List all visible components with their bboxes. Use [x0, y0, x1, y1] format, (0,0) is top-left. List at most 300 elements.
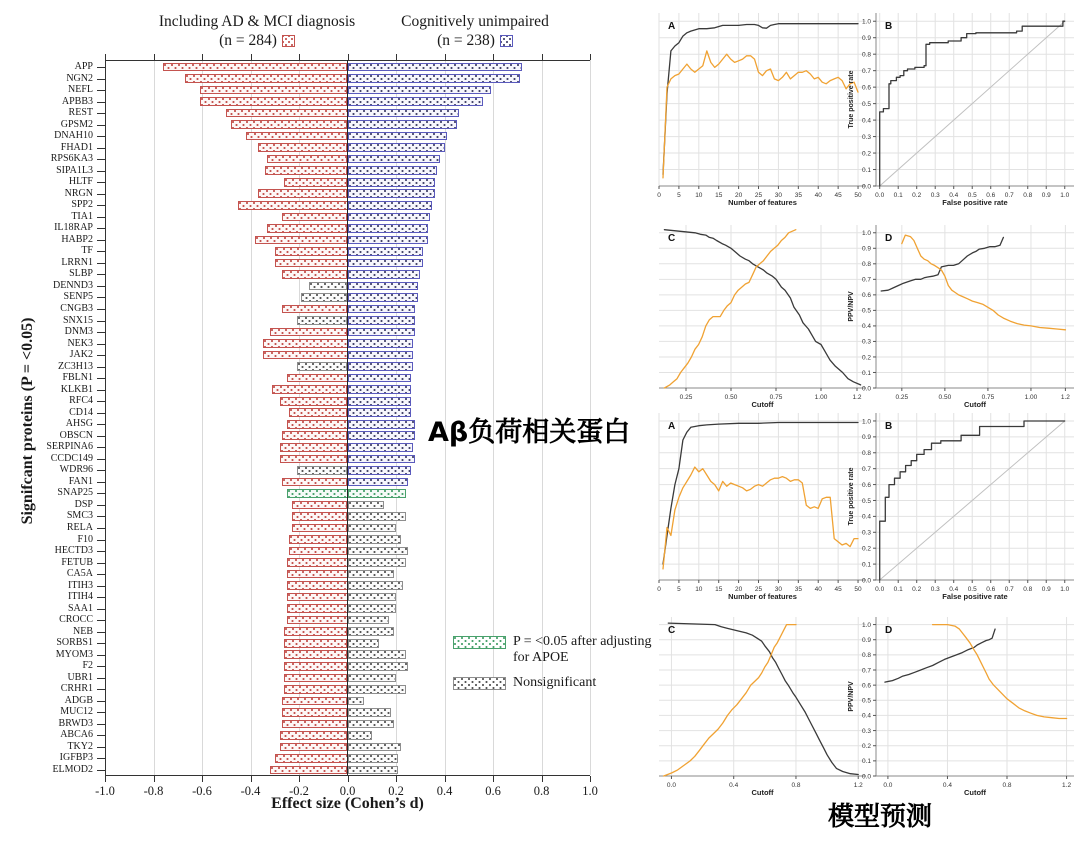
right-bar-LRRN1 [348, 259, 423, 268]
left-bar-ITIH4 [287, 593, 348, 602]
panel-bottom-b [846, 406, 1080, 612]
protein-label: IGFBP3 [59, 752, 93, 764]
protein-label: CCDC149 [50, 452, 93, 464]
left-bar-SERPINA6 [280, 443, 348, 452]
left-bar-SAA1 [287, 604, 348, 613]
right-bar-HECTD3 [348, 547, 409, 556]
x-tick-label: 0.6 [485, 784, 501, 798]
left-bar-F10 [289, 535, 347, 544]
legend-label-apoe: P = <0.05 after adjusting for APOE [513, 634, 652, 665]
panel-letter-top-a: A [668, 21, 676, 32]
x-tick [590, 776, 591, 782]
x-tick-label: 1.0 [582, 784, 598, 798]
svg-text:0.7: 0.7 [1004, 192, 1014, 199]
svg-text:0.1: 0.1 [861, 166, 871, 174]
left-bar-SNX15 [297, 316, 348, 325]
svg-text:45: 45 [834, 192, 842, 199]
protein-label: MYOM3 [55, 648, 93, 660]
left-bar-DNM3 [270, 328, 348, 337]
panel-letter-bottom-d: D [885, 625, 893, 636]
svg-text:45: 45 [834, 586, 842, 593]
protein-tick [97, 470, 105, 471]
protein-tick [97, 309, 105, 310]
protein-label: SMC3 [66, 510, 93, 522]
protein-label: RFC4 [69, 395, 93, 407]
protein-label: FBLN1 [62, 372, 93, 384]
svg-text:0.25: 0.25 [679, 394, 693, 401]
x-tick-label: -0.8 [143, 784, 164, 798]
protein-label: TKY2 [67, 740, 93, 752]
protein-label: NEFL [68, 84, 93, 96]
protein-label: IL18RAP [54, 222, 93, 234]
protein-tick [97, 274, 105, 275]
protein-tick [97, 516, 105, 517]
svg-text:10: 10 [695, 192, 703, 199]
left-bar-CROCC [287, 616, 348, 625]
svg-text:1.0: 1.0 [861, 230, 871, 238]
protein-label: FHAD1 [60, 141, 93, 153]
svg-text:0.1: 0.1 [893, 586, 903, 593]
left-bar-HLTF [284, 178, 347, 187]
right-bar-CA5A [348, 570, 394, 579]
svg-text:0.4: 0.4 [949, 586, 959, 593]
svg-text:1.0: 1.0 [1060, 586, 1070, 593]
protein-label: KLKB1 [60, 383, 93, 395]
protein-tick [97, 194, 105, 195]
protein-label: APP [74, 61, 93, 72]
left-bar-FETUB [287, 558, 348, 567]
protein-label: WDR96 [59, 464, 93, 476]
svg-text:0.8: 0.8 [1002, 782, 1012, 789]
svg-text:0.1: 0.1 [861, 561, 871, 569]
svg-text:0.3: 0.3 [930, 586, 940, 593]
svg-text:0.8: 0.8 [861, 450, 871, 458]
right-bar-RELA [348, 524, 397, 533]
right-bar-DNM3 [348, 328, 416, 337]
left-bar-RELA [292, 524, 348, 533]
x-tick [542, 776, 543, 782]
right-bar-RFC4 [348, 397, 411, 406]
svg-text:0.8: 0.8 [1023, 192, 1033, 199]
left-bar-SORBS1 [284, 639, 347, 648]
x-tick [396, 776, 397, 782]
right-bar-SPP2 [348, 201, 433, 210]
svg-text:1.0: 1.0 [861, 18, 871, 26]
gray-dotted-swatch-icon [453, 677, 506, 690]
left-bar-IGFBP3 [275, 754, 348, 763]
protein-label: NEK3 [67, 337, 93, 349]
svg-text:40: 40 [814, 586, 822, 593]
svg-text:0: 0 [657, 586, 661, 593]
svg-text:0.3: 0.3 [861, 133, 871, 141]
left-bar-DSP [292, 501, 348, 510]
right-bar-HLTF [348, 178, 435, 187]
svg-text:0.0: 0.0 [861, 183, 871, 191]
protein-tick [97, 217, 105, 218]
protein-label: SNX15 [62, 314, 93, 326]
left-bar-AHSG [287, 420, 348, 429]
protein-tick [97, 332, 105, 333]
svg-text:0.2: 0.2 [912, 192, 922, 199]
protein-tick [97, 436, 105, 437]
panel-svg-top-d [846, 218, 1080, 414]
legend-label-nonsignificant: Nonsignificant [513, 675, 597, 690]
right-bar-TIA1 [348, 213, 430, 222]
svg-text:10: 10 [695, 586, 703, 593]
left-axis [105, 60, 106, 775]
group-left-n: (n = 284) [122, 31, 392, 50]
left-bar-ITIH3 [287, 581, 348, 590]
svg-text:0.2: 0.2 [861, 545, 871, 553]
protein-tick [97, 90, 105, 91]
svg-text:0.9: 0.9 [861, 245, 871, 253]
right-bar-MYOM3 [348, 650, 406, 659]
protein-label: TIA1 [71, 210, 93, 222]
left-bar-BRWD3 [282, 720, 347, 729]
svg-text:0.8: 0.8 [861, 652, 871, 660]
svg-text:0.3: 0.3 [861, 338, 871, 346]
svg-text:0.7: 0.7 [861, 276, 871, 284]
right-bar-FETUB [348, 558, 406, 567]
protein-tick [97, 666, 105, 667]
svg-text:0.7: 0.7 [861, 67, 871, 75]
right-bar-ABCA6 [348, 731, 372, 740]
svg-text:0.25: 0.25 [895, 394, 909, 401]
svg-text:0.8: 0.8 [861, 261, 871, 269]
right-bar-CNGB3 [348, 305, 416, 314]
x-tick [154, 776, 155, 782]
svg-text:25: 25 [754, 192, 763, 199]
left-bar-FHAD1 [258, 143, 348, 152]
left-bar-JAK2 [263, 351, 348, 360]
panel-letter-bottom-b: B [885, 421, 893, 432]
left-bar-RPS6KA3 [267, 155, 347, 164]
protein-label: UBR1 [67, 671, 93, 683]
protein-label: NGN2 [66, 72, 93, 84]
protein-tick [97, 747, 105, 748]
protein-tick [97, 205, 105, 206]
protein-label: RELA [66, 521, 93, 533]
protein-tick [97, 171, 105, 172]
protein-tick [97, 102, 105, 103]
left-bar-UBR1 [284, 674, 347, 683]
panel-svg-bottom-a [650, 406, 872, 612]
protein-label: NRGN [64, 187, 93, 199]
protein-tick [97, 655, 105, 656]
protein-tick [97, 228, 105, 229]
right-bar-F10 [348, 535, 401, 544]
left-bar-GPSM2 [231, 120, 347, 129]
protein-label: DSP [74, 498, 93, 510]
svg-text:50: 50 [854, 192, 862, 199]
svg-text:0.6: 0.6 [861, 481, 871, 489]
left-bar-ABCA6 [280, 731, 348, 740]
panel-letter-bottom-c: C [668, 625, 676, 636]
svg-text:1.0: 1.0 [1060, 192, 1070, 199]
protein-tick [97, 355, 105, 356]
svg-text:0.3: 0.3 [930, 192, 940, 199]
protein-tick [97, 367, 105, 368]
x-tick-top [445, 54, 446, 60]
protein-tick [97, 297, 105, 298]
svg-text:0.3: 0.3 [861, 727, 871, 735]
svg-text:0.4: 0.4 [942, 782, 952, 789]
svg-text:50: 50 [854, 586, 862, 593]
protein-tick [97, 528, 105, 529]
right-bar-MUC12 [348, 708, 392, 717]
svg-text:0.2: 0.2 [861, 150, 871, 158]
left-bar-SPP2 [238, 201, 347, 210]
protein-label: ADGB [64, 694, 93, 706]
protein-tick [97, 735, 105, 736]
svg-text:0.0: 0.0 [861, 773, 871, 781]
protein-tick [97, 505, 105, 506]
right-bar-NGN2 [348, 74, 520, 83]
left-bar-WDR96 [297, 466, 348, 475]
svg-text:0.50: 0.50 [938, 394, 952, 401]
svg-text:0.9: 0.9 [861, 35, 871, 43]
gridline [154, 60, 155, 775]
panel-svg-bottom-d [846, 610, 1080, 802]
x-tick-label: 0.0 [339, 784, 356, 798]
svg-text:1.2: 1.2 [1062, 782, 1072, 789]
panel-bottom-d [846, 610, 1080, 802]
right-bar-HABP2 [348, 236, 428, 245]
svg-text:0.0: 0.0 [875, 586, 885, 593]
protein-label: SNAP25 [57, 487, 93, 499]
left-bar-CA5A [287, 570, 348, 579]
protein-label: DNAH10 [54, 130, 93, 142]
svg-text:0.5: 0.5 [861, 697, 871, 705]
ylabel-top-d: PPV/NPV [848, 291, 855, 322]
svg-text:30: 30 [774, 192, 783, 199]
x-tick-top [299, 54, 300, 60]
panel-svg-top-b [846, 6, 1080, 218]
left-bar-FBLN1 [287, 374, 348, 383]
left-bar-REST [226, 109, 347, 118]
x-tick-label: 0.4 [436, 784, 453, 798]
right-bar-SERPINA6 [348, 443, 413, 452]
left-bar-SLBP [282, 270, 347, 279]
x-tick [348, 776, 349, 782]
left-bar-SENP5 [301, 293, 347, 302]
x-tick-label: -0.2 [289, 784, 309, 798]
panel-top-a [650, 6, 872, 218]
svg-text:0.1: 0.1 [861, 758, 871, 766]
protein-tick [97, 724, 105, 725]
right-bar-FBLN1 [348, 374, 411, 383]
panel-svg-bottom-b [846, 406, 1080, 612]
right-bar-SNAP25 [348, 489, 406, 498]
x-tick-top [154, 54, 155, 60]
protein-label: FAN1 [68, 475, 93, 487]
protein-label: SENP5 [63, 291, 93, 303]
right-bar-SORBS1 [348, 639, 380, 648]
x-tick [202, 776, 203, 782]
left-bar-NGN2 [185, 74, 347, 83]
protein-label: SPP2 [71, 199, 93, 211]
protein-tick [97, 251, 105, 252]
left-bar-MYOM3 [284, 650, 347, 659]
protein-tick [97, 263, 105, 264]
legend-item-nonsignificant [453, 675, 655, 691]
svg-text:0.75: 0.75 [981, 394, 995, 401]
left-bar-NEK3 [263, 339, 348, 348]
x-tick-label: -0.4 [240, 784, 261, 798]
right-bar-ADGB [348, 697, 365, 706]
protein-label: HECTD3 [54, 545, 93, 557]
x-tick-top [105, 54, 106, 60]
protein-label: DENND3 [53, 279, 93, 291]
svg-text:0.4: 0.4 [861, 323, 871, 331]
svg-text:0.0: 0.0 [861, 577, 871, 585]
svg-text:0.0: 0.0 [875, 192, 885, 199]
protein-tick [97, 597, 105, 598]
protein-tick [97, 136, 105, 137]
protein-tick [97, 240, 105, 241]
svg-text:40: 40 [814, 192, 822, 199]
protein-tick [97, 378, 105, 379]
protein-label: MUC12 [60, 706, 93, 718]
protein-label: CD14 [69, 406, 93, 418]
svg-text:0.5: 0.5 [861, 497, 871, 505]
svg-text:0.1: 0.1 [861, 369, 871, 377]
xlabel-bottom-b: False positive rate [942, 592, 1008, 601]
protein-tick [97, 540, 105, 541]
right-bar-DSP [348, 501, 384, 510]
protein-label: RPS6KA3 [50, 153, 93, 165]
svg-text:0.5: 0.5 [861, 307, 871, 315]
protein-label: SERPINA6 [46, 441, 93, 453]
svg-text:0.9: 0.9 [861, 637, 871, 645]
right-bar-REST [348, 109, 460, 118]
left-bar-CRHR1 [284, 685, 347, 694]
protein-label: OBSCN [59, 429, 93, 441]
left-bar-NRGN [258, 189, 348, 198]
xlabel-bottom-c: Cutoff [751, 788, 774, 797]
protein-tick [97, 401, 105, 402]
left-bar-ELMOD2 [270, 766, 348, 775]
left-bar-APP [163, 63, 347, 72]
xlabel-top-c: Cutoff [751, 400, 774, 409]
svg-text:0.4: 0.4 [729, 782, 739, 789]
protein-tick [97, 113, 105, 114]
protein-tick [97, 632, 105, 633]
protein-label: SIPA1L3 [56, 164, 93, 176]
protein-label: F10 [77, 533, 93, 545]
left-bar-ZC3H13 [297, 362, 348, 371]
x-tick-label: -0.6 [192, 784, 212, 798]
left-bar-HABP2 [255, 236, 347, 245]
protein-label: CROCC [59, 614, 93, 626]
x-tick [493, 776, 494, 782]
left-bar-CNGB3 [282, 305, 347, 314]
right-bar-NEK3 [348, 339, 413, 348]
protein-label: NEB [73, 625, 93, 637]
svg-text:0.75: 0.75 [769, 394, 783, 401]
left-bar-OBSCN [282, 431, 347, 440]
protein-tick [97, 701, 105, 702]
svg-text:0.0: 0.0 [861, 385, 871, 393]
svg-text:1.0: 1.0 [861, 621, 871, 629]
x-tick-top [493, 54, 494, 60]
right-bar-SMC3 [348, 512, 406, 521]
protein-label: ABCA6 [60, 729, 93, 741]
right-bar-FHAD1 [348, 143, 445, 152]
svg-text:0.6: 0.6 [861, 84, 871, 92]
right-bar-SAA1 [348, 604, 397, 613]
right-bar-FAN1 [348, 478, 409, 487]
svg-text:0.5: 0.5 [967, 192, 977, 199]
right-bar-RPS6KA3 [348, 155, 440, 164]
ab-burden-annotation: Aβ负荷相关蛋白 [428, 417, 631, 448]
left-bar-IL18RAP [267, 224, 347, 233]
svg-text:1.2: 1.2 [1060, 394, 1070, 401]
protein-tick [97, 482, 105, 483]
protein-tick [97, 182, 105, 183]
x-tick-label: 0.2 [388, 784, 404, 798]
right-bar-NEB [348, 627, 394, 636]
protein-tick [97, 286, 105, 287]
right-bar-ZC3H13 [348, 362, 413, 371]
svg-text:0.50: 0.50 [724, 394, 738, 401]
x-tick [251, 776, 252, 782]
protein-label: APBB3 [61, 95, 93, 107]
svg-text:0.4: 0.4 [861, 117, 871, 125]
svg-text:35: 35 [794, 586, 802, 593]
protein-tick [97, 459, 105, 460]
right-bar-TKY2 [348, 743, 401, 752]
left-bar-NEFL [200, 86, 348, 95]
left-bar-SMC3 [292, 512, 348, 521]
protein-tick [97, 413, 105, 414]
svg-text:0.7: 0.7 [861, 465, 871, 473]
protein-tick [97, 770, 105, 771]
right-bar-SLBP [348, 270, 421, 279]
svg-text:25: 25 [754, 586, 763, 593]
left-bar-NEB [284, 627, 347, 636]
left-bar-F2 [284, 662, 347, 671]
right-bar-IGFBP3 [348, 754, 399, 763]
svg-text:0.7: 0.7 [1004, 586, 1014, 593]
right-bar-ITIH3 [348, 581, 404, 590]
xlabel-top-d: Cutoff [963, 400, 987, 409]
x-tick-label: 0.8 [533, 784, 550, 798]
gridline [251, 60, 252, 775]
protein-label: DNM3 [64, 326, 93, 338]
protein-tick [97, 67, 105, 68]
protein-label: JAK2 [69, 349, 93, 361]
gridline [202, 60, 203, 775]
right-bar-GPSM2 [348, 120, 457, 129]
right-bar-WDR96 [348, 466, 411, 475]
panel-bottom-c [650, 610, 872, 802]
x-tick-top [251, 54, 252, 60]
group-right-title: Cognitively unimpaired [401, 13, 549, 30]
protein-tick [97, 79, 105, 80]
right-bar-CD14 [348, 408, 411, 417]
protein-tick [97, 586, 105, 587]
svg-text:0: 0 [657, 192, 661, 199]
right-bar-KLKB1 [348, 385, 411, 394]
right-bar-CRHR1 [348, 685, 406, 694]
svg-text:5: 5 [677, 192, 681, 199]
svg-text:0.6: 0.6 [861, 682, 871, 690]
left-bar-TKY2 [280, 743, 348, 752]
right-bar-ITIH4 [348, 593, 397, 602]
left-bar-TIA1 [282, 213, 347, 222]
panel-top-b [846, 6, 1080, 218]
